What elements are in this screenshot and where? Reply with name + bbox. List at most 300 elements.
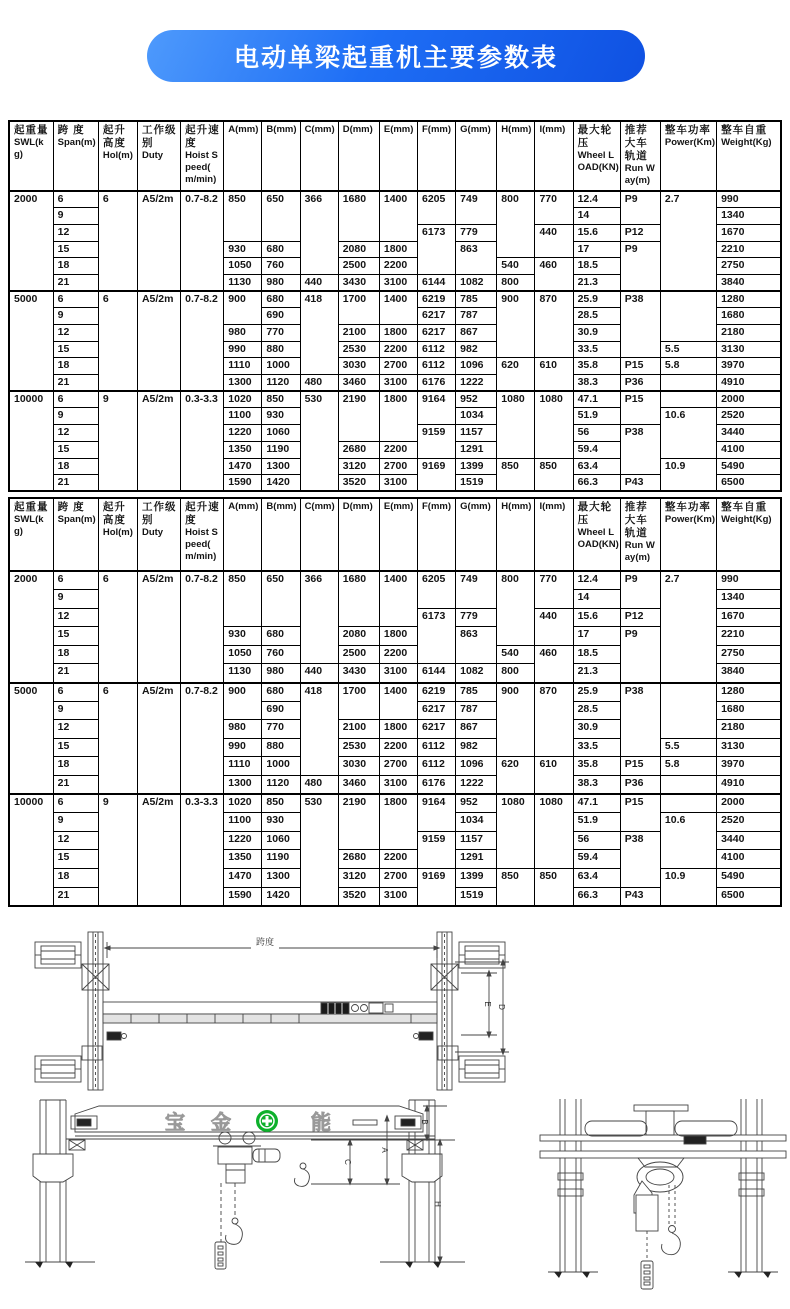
table-cell: 1680: [717, 701, 781, 720]
table-cell: 10000: [9, 391, 53, 491]
table-cell: 9: [53, 408, 98, 425]
table-cell: 2200: [379, 441, 417, 458]
column-header: E(mm): [379, 498, 417, 571]
table-cell: 3130: [717, 738, 781, 757]
table-cell: 880: [262, 738, 300, 757]
table-cell: 21: [53, 475, 98, 492]
table-cell: 440: [300, 664, 338, 683]
table-cell: 6112: [418, 341, 456, 358]
table-cell: 18: [53, 757, 98, 776]
table-cell: 2.7: [660, 191, 716, 291]
table-cell: 21.3: [573, 664, 620, 683]
table-cell: 2200: [379, 341, 417, 358]
table-cell: 850: [262, 391, 300, 408]
table-cell: [660, 291, 716, 341]
table-cell: 749: [456, 571, 497, 608]
table-cell: 5.8: [660, 757, 716, 776]
table-cell: 2080: [338, 627, 379, 646]
table-cell: 2000: [717, 391, 781, 408]
front-elevation-drawing: [15, 1092, 525, 1297]
table-cell: 2200: [379, 645, 417, 664]
table-row: [9, 191, 781, 208]
table-cell: 6173: [418, 224, 456, 274]
table-cell: 1350: [224, 441, 262, 458]
table-cell: 2.7: [660, 571, 716, 683]
table-cell: 1100: [224, 408, 262, 425]
table-cell: 2000: [717, 794, 781, 813]
table-cell: 4100: [717, 441, 781, 458]
table-cell: 18: [53, 869, 98, 888]
column-header: 推荐大车轨道 Run Way(m): [620, 121, 660, 191]
table-cell: 982: [456, 738, 497, 757]
table-cell: 1670: [717, 224, 781, 241]
table-cell: 3520: [338, 887, 379, 906]
table-cell: 867: [456, 325, 497, 342]
table-cell: 0.3-3.3: [181, 391, 224, 491]
column-header: F(mm): [418, 121, 456, 191]
table-cell: 440: [535, 224, 573, 257]
table-cell: 17: [573, 241, 620, 258]
table-cell: 15: [53, 341, 98, 358]
table-cell: 1680: [338, 571, 379, 627]
table-cell: 1120: [262, 375, 300, 392]
table-cell: 2500: [338, 258, 379, 275]
table-cell: 2190: [338, 794, 379, 850]
table-cell: 25.9: [573, 291, 620, 308]
table-cell: P15: [620, 757, 660, 776]
table-cell: 5.5: [660, 341, 716, 358]
column-header: 跨 度 Span(m): [53, 498, 98, 571]
table-cell: 9164: [418, 794, 456, 831]
table-cell: 1050: [224, 258, 262, 275]
table-cell: 850: [224, 191, 262, 241]
table-cell: 1280: [717, 291, 781, 308]
table-cell: 900: [224, 683, 262, 720]
table-cell: 418: [300, 291, 338, 374]
table-cell: 870: [535, 683, 573, 757]
table-cell: 1400: [379, 291, 417, 324]
table-cell: 779: [456, 608, 497, 627]
table-cell: 6: [53, 191, 98, 208]
table-cell: 6144: [418, 274, 456, 291]
side-linework: [540, 1099, 786, 1289]
table-cell: 749: [456, 191, 497, 224]
table-cell: P38: [620, 291, 660, 358]
table-cell: 1034: [456, 813, 497, 832]
table-cell: 21: [53, 274, 98, 291]
table-cell: 21.3: [573, 274, 620, 291]
table-cell: 63.4: [573, 458, 620, 475]
table-cell: 2500: [338, 645, 379, 664]
table-cell: 930: [224, 627, 262, 646]
table-cell: 1096: [456, 757, 497, 776]
table-cell: 1519: [456, 475, 497, 492]
table-cell: 28.5: [573, 701, 620, 720]
table-cell: 1300: [224, 375, 262, 392]
table-cell: 18.5: [573, 645, 620, 664]
table-cell: 1050: [224, 645, 262, 664]
table-cell: 56: [573, 831, 620, 850]
table-cell: 1291: [456, 850, 497, 869]
green-plus-badge-icon: [256, 1110, 278, 1132]
column-header: 起重量 SWL(kg): [9, 498, 53, 571]
table-cell: 880: [262, 341, 300, 358]
column-header: I(mm): [535, 498, 573, 571]
table-cell: 0.7-8.2: [181, 291, 224, 391]
column-header: D(mm): [338, 121, 379, 191]
table-cell: 1340: [717, 590, 781, 609]
table-cell: 9159: [418, 831, 456, 868]
table-cell: 3130: [717, 341, 781, 358]
table-cell: 2680: [338, 850, 379, 869]
table-cell: 530: [300, 391, 338, 491]
table-cell: 952: [456, 794, 497, 813]
table-cell: [660, 794, 716, 813]
table-cell: 2700: [379, 869, 417, 888]
table-cell: A5/2m: [137, 683, 180, 795]
table-cell: 15.6: [573, 608, 620, 627]
table-cell: 12: [53, 608, 98, 627]
table-cell: 2210: [717, 241, 781, 258]
table-cell: 779: [456, 224, 497, 241]
table-cell: 5490: [717, 458, 781, 475]
table-cell: 770: [262, 720, 300, 739]
table-cell: P36: [620, 776, 660, 795]
table-cell: 1000: [262, 358, 300, 375]
table-cell: 1399: [456, 869, 497, 888]
table-cell: A5/2m: [137, 571, 180, 683]
header-row: [9, 498, 781, 571]
table-cell: 35.8: [573, 757, 620, 776]
table-cell: 2520: [717, 813, 781, 832]
table-cell: 867: [456, 720, 497, 739]
table-cell: 10.9: [660, 458, 716, 491]
table-cell: 1399: [456, 458, 497, 475]
table-cell: 3100: [379, 475, 417, 492]
table-cell: A5/2m: [137, 794, 180, 906]
page-title: 电动单梁起重机主要参数表: [147, 30, 645, 82]
table-cell: 3840: [717, 274, 781, 291]
table-cell: 980: [262, 664, 300, 683]
table-cell: P36: [620, 375, 660, 392]
column-header: 工作级别 Duty: [137, 121, 180, 191]
table-cell: 5000: [9, 291, 53, 391]
table-cell: 47.1: [573, 391, 620, 408]
table-cell: 366: [300, 191, 338, 274]
table-cell: 6: [53, 571, 98, 590]
table-cell: 51.9: [573, 813, 620, 832]
table-cell: 850: [497, 869, 535, 906]
table-cell: 3970: [717, 358, 781, 375]
column-header: I(mm): [535, 121, 573, 191]
table-cell: 680: [262, 291, 300, 308]
table-cell: 3840: [717, 664, 781, 683]
table-cell: 3100: [379, 274, 417, 291]
table-row: [9, 391, 781, 408]
table-cell: 1060: [262, 831, 300, 850]
table-cell: 690: [262, 308, 300, 325]
table-cell: 850: [497, 458, 535, 491]
table-cell: 1060: [262, 425, 300, 442]
table-cell: 38.3: [573, 375, 620, 392]
table-cell: 1130: [224, 664, 262, 683]
table-cell: 47.1: [573, 794, 620, 813]
table-cell: 9159: [418, 425, 456, 458]
table-cell: 1157: [456, 425, 497, 442]
column-header: C(mm): [300, 498, 338, 571]
table-cell: 980: [224, 720, 262, 739]
table-cell: 760: [262, 645, 300, 664]
table-cell: 1350: [224, 850, 262, 869]
table-cell: 770: [262, 325, 300, 342]
table-cell: 2000: [9, 191, 53, 291]
table-cell: 1222: [456, 375, 497, 392]
table-row: [9, 683, 781, 702]
table-cell: 1800: [379, 241, 417, 258]
table-cell: 3030: [338, 757, 379, 776]
table-cell: 650: [262, 571, 300, 627]
table-cell: P9: [620, 627, 660, 683]
column-header: 整车自重 Weight(Kg): [717, 498, 781, 571]
table-cell: 990: [224, 738, 262, 757]
table-cell: 1000: [262, 757, 300, 776]
table-cell: 15.6: [573, 224, 620, 241]
front-linework: [25, 1100, 465, 1269]
table-cell: 12: [53, 425, 98, 442]
column-header: F(mm): [418, 498, 456, 571]
table-cell: 2700: [379, 358, 417, 375]
dim-h-label: H: [433, 1201, 442, 1207]
table-cell: 2700: [379, 458, 417, 475]
dim-b-label: B: [420, 1119, 429, 1125]
table-cell: 1420: [262, 887, 300, 906]
parameters-table-bottom: [8, 497, 782, 907]
table-cell: 1590: [224, 475, 262, 492]
table-cell: 990: [717, 571, 781, 590]
table-cell: P15: [620, 794, 660, 831]
dim-e-label: E: [483, 1001, 492, 1007]
table-cell: 1300: [262, 869, 300, 888]
table-cell: 3440: [717, 425, 781, 442]
table-cell: 9: [53, 590, 98, 609]
table-cell: 1157: [456, 831, 497, 850]
side-view-drawing: [538, 1085, 788, 1295]
table-cell: 56: [573, 425, 620, 442]
column-header: 起升高度 Hol(m): [98, 121, 137, 191]
table-cell: 18.5: [573, 258, 620, 275]
table-cell: 6112: [418, 358, 456, 375]
table-cell: 2530: [338, 341, 379, 358]
table-cell: 1110: [224, 757, 262, 776]
table-cell: 10.6: [660, 813, 716, 869]
table-cell: 3100: [379, 776, 417, 795]
beam-char-1: 宝: [165, 1112, 185, 1134]
table-cell: 1130: [224, 274, 262, 291]
column-header: D(mm): [338, 498, 379, 571]
table-cell: 2700: [379, 757, 417, 776]
table-cell: 460: [535, 645, 573, 682]
table-cell: 6: [53, 683, 98, 702]
table-cell: 38.3: [573, 776, 620, 795]
table-cell: 25.9: [573, 683, 620, 702]
table-cell: P15: [620, 391, 660, 424]
table-cell: 6: [53, 794, 98, 813]
table-cell: 6: [98, 683, 137, 795]
table-cell: 2750: [717, 258, 781, 275]
table-cell: 10.9: [660, 869, 716, 906]
table-cell: 770: [535, 191, 573, 224]
table-cell: 480: [300, 776, 338, 795]
table-cell: 6217: [418, 308, 456, 325]
column-header: 推荐大车轨道 Run Way(m): [620, 498, 660, 571]
table-cell: 12: [53, 831, 98, 850]
table-cell: 952: [456, 391, 497, 408]
table-cell: 1700: [338, 683, 379, 720]
table-cell: 2210: [717, 627, 781, 646]
table-cell: 3520: [338, 475, 379, 492]
table-cell: 0.7-8.2: [181, 191, 224, 291]
table-cell: 1800: [379, 391, 417, 441]
table-cell: 5000: [9, 683, 53, 795]
dim-d-label: D: [497, 1004, 506, 1010]
beam-char-3: 能: [311, 1112, 331, 1134]
table-cell: 6: [98, 291, 137, 391]
table-cell: 15: [53, 738, 98, 757]
table-cell: 1420: [262, 475, 300, 492]
table-cell: 2520: [717, 408, 781, 425]
column-header: 整车功率 Power(Km): [660, 498, 716, 571]
table-cell: A5/2m: [137, 191, 180, 291]
table-cell: 930: [262, 813, 300, 832]
table-cell: 850: [535, 458, 573, 491]
table-cell: 21: [53, 664, 98, 683]
table-cell: 1800: [379, 325, 417, 342]
table-cell: 14: [573, 208, 620, 225]
column-header: G(mm): [456, 498, 497, 571]
table-cell: 5490: [717, 869, 781, 888]
table-cell: 18: [53, 645, 98, 664]
table-cell: 30.9: [573, 720, 620, 739]
table-cell: 930: [262, 408, 300, 425]
table-cell: 800: [497, 664, 535, 683]
table-cell: 1680: [338, 191, 379, 241]
column-header: C(mm): [300, 121, 338, 191]
table-cell: 6: [53, 291, 98, 308]
table-cell: 3100: [379, 375, 417, 392]
table-cell: 930: [224, 241, 262, 258]
table-cell: 2200: [379, 258, 417, 275]
table-cell: 418: [300, 683, 338, 776]
table-cell: 2190: [338, 391, 379, 441]
table-cell: 17: [573, 627, 620, 646]
table-cell: P43: [620, 887, 660, 906]
table-cell: 6: [98, 191, 137, 291]
table-cell: 366: [300, 571, 338, 664]
table-cell: 9: [53, 308, 98, 325]
table-cell: 1291: [456, 441, 497, 458]
table-cell: 15: [53, 241, 98, 258]
table-cell: 787: [456, 308, 497, 325]
table-cell: 863: [456, 241, 497, 274]
table-cell: 4910: [717, 776, 781, 795]
parameters-table: [8, 497, 782, 907]
table-cell: 6173: [418, 608, 456, 664]
table-cell: 51.9: [573, 408, 620, 425]
table-cell: [660, 683, 716, 739]
table-cell: 1300: [262, 458, 300, 475]
table-cell: 2680: [338, 441, 379, 458]
table-cell: 6176: [418, 776, 456, 795]
table-cell: 10000: [9, 794, 53, 906]
table-cell: 21: [53, 375, 98, 392]
table-cell: 850: [262, 794, 300, 813]
table-cell: 1100: [224, 813, 262, 832]
table-cell: 5.8: [660, 358, 716, 375]
table-cell: 982: [456, 341, 497, 358]
table-cell: 6144: [418, 664, 456, 683]
table-cell: 33.5: [573, 341, 620, 358]
table-cell: 12: [53, 720, 98, 739]
column-header: G(mm): [456, 121, 497, 191]
table-cell: P9: [620, 241, 660, 291]
table-cell: A5/2m: [137, 291, 180, 391]
column-header: E(mm): [379, 121, 417, 191]
table-cell: 480: [300, 375, 338, 392]
table-cell: 460: [535, 258, 573, 291]
table-cell: 6219: [418, 291, 456, 308]
table-cell: 1800: [379, 794, 417, 850]
table-cell: 9169: [418, 458, 456, 491]
table-cell: 900: [497, 683, 535, 757]
table-cell: 1680: [717, 308, 781, 325]
table-cell: 1082: [456, 274, 497, 291]
table-cell: 1190: [262, 441, 300, 458]
table-cell: 3120: [338, 458, 379, 475]
table-cell: 1080: [535, 391, 573, 458]
table-cell: 12.4: [573, 571, 620, 590]
table-cell: 3100: [379, 664, 417, 683]
table-cell: 21: [53, 887, 98, 906]
table-cell: 1670: [717, 608, 781, 627]
table-cell: 15: [53, 441, 98, 458]
table-cell: 6217: [418, 720, 456, 739]
table-cell: 6217: [418, 701, 456, 720]
table-cell: 3460: [338, 776, 379, 795]
table-cell: 6: [53, 391, 98, 408]
table-cell: 3440: [717, 831, 781, 850]
table-cell: 10.6: [660, 408, 716, 458]
table-cell: 18: [53, 358, 98, 375]
table-cell: P9: [620, 191, 660, 224]
table-cell: 610: [535, 358, 573, 391]
table-cell: 1220: [224, 831, 262, 850]
table-cell: 680: [262, 627, 300, 646]
table-cell: 15: [53, 850, 98, 869]
table-cell: 787: [456, 701, 497, 720]
table-cell: 2100: [338, 720, 379, 739]
beam-char-2: 金: [211, 1112, 231, 1134]
table-cell: 2530: [338, 738, 379, 757]
table-cell: 12.4: [573, 191, 620, 208]
table-cell: P38: [620, 831, 660, 887]
table-cell: 440: [535, 608, 573, 645]
column-header: B(mm): [262, 121, 300, 191]
table-cell: 59.4: [573, 441, 620, 458]
table-cell: 66.3: [573, 887, 620, 906]
table-cell: 1222: [456, 776, 497, 795]
column-header: 起升速度 Hoist Speed( m/min): [181, 121, 224, 191]
table-cell: 980: [262, 274, 300, 291]
